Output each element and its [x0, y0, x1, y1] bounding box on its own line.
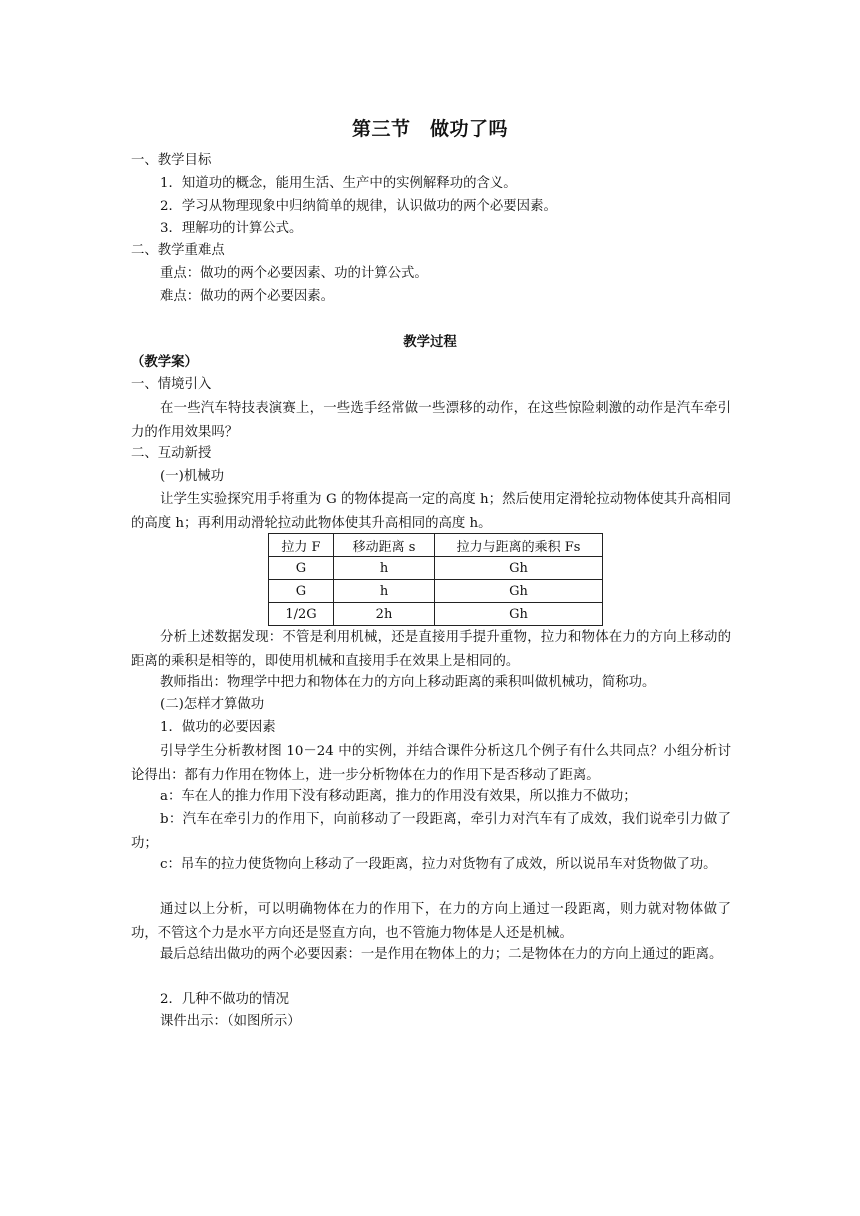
- objectives-heading: 一、教学目标: [131, 153, 212, 168]
- table-cell: 2h: [334, 603, 435, 626]
- table-cell: Gh: [435, 580, 603, 603]
- objective-item: 2．学习从物理现象中归纳简单的规律，认识做功的两个必要因素。: [160, 199, 557, 214]
- process-heading: 教学过程: [403, 335, 457, 350]
- table-cell: 1/2G: [269, 603, 334, 626]
- key-point-focus: 重点：做功的两个必要因素、功的计算公式。: [160, 266, 428, 281]
- key-point-difficulty: 难点：做功的两个必要因素。: [160, 289, 335, 304]
- conclusion-paragraph-1: 通过以上分析，可以明确物体在力的作用下，在力的方向上通过一段距离，则力就对物体做了功，不管这个力是水平方向还是竖直方向，也不管施力物体是人还是机械。: [131, 902, 731, 941]
- sub1-heading: 1．做功的必要因素: [160, 720, 276, 735]
- table-row: [269, 580, 603, 603]
- new-teaching-heading: 二、互动新授: [131, 446, 212, 461]
- part1-paragraph: 让学生实验探究用手将重为 G 的物体提高一定的高度 h；然后使用定滑轮拉动物体使其升高相同的高度 h；再利用动滑轮拉动此物体使其升高相同的高度 h。: [131, 492, 731, 531]
- table-cell: G: [269, 557, 334, 580]
- case-a: a：车在人的推力作用下没有移动距离，推力的作用没有效果，所以推力不做功；: [160, 789, 637, 804]
- conclusion-paragraph-2: 最后总结出做功的两个必要因素：一是作用在物体上的力；二是物体在力的方向上通过的距离。: [160, 947, 723, 962]
- analysis-paragraph: 分析上述数据发现：不管是利用机械，还是直接用手提升重物，拉力和物体在力的方向上移动的距离的乘积是相等的，即使用机械和直接用手在效果上是相同的。: [131, 630, 731, 669]
- page-title: 第三节 做功了吗: [351, 118, 508, 140]
- intro-paragraph: 在一些汽车特技表演赛上，一些选手经常做一些漂移的动作，在这些惊险刺激的动作是汽车牵引力的作用效果吗？: [131, 401, 731, 440]
- objective-item: 3．理解功的计算公式。: [160, 221, 303, 236]
- part1-heading: (一)机械功: [160, 469, 225, 484]
- table-cell: Gh: [435, 557, 603, 580]
- table-header-row: [269, 534, 603, 557]
- case-c: c：吊车的拉力使货物向上移动了一段距离，拉力对货物有了成效，所以说吊车对货物做了功。: [160, 857, 717, 872]
- teacher-note: 教师指出：物理学中把力和物体在力的方向上移动距离的乘积叫做机械功，简称功。: [160, 675, 656, 690]
- part2-heading: (二)怎样才算做功: [160, 697, 265, 712]
- courseware-note: 课件出示：（如图所示）: [160, 1014, 301, 1029]
- guide-paragraph: 引导学生分析教材图 10－24 中的实例，并结合课件分析这几个例子有什么共同点？小组分析讨论得出：都有力作用在物体上，进一步分析物体在力的作用下是否移动了距离。: [131, 744, 731, 783]
- table-header-cell: 拉力 F: [269, 534, 334, 557]
- table-header-cell: 拉力与距离的乘积 Fs: [435, 534, 603, 557]
- data-table: [268, 533, 603, 626]
- table-row: [269, 603, 603, 626]
- table-cell: h: [334, 580, 435, 603]
- table-header-cell: 移动距离 s: [334, 534, 435, 557]
- key-points-heading: 二、教学重难点: [131, 243, 225, 258]
- table-cell: G: [269, 580, 334, 603]
- sub2-heading: 2．几种不做功的情况: [160, 992, 290, 1007]
- plan-label: （教学案）: [131, 355, 198, 370]
- case-b: b：汽车在牵引力的作用下，向前移动了一段距离，牵引力对汽车有了成效，我们说牵引力做了功；: [131, 812, 731, 851]
- intro-heading: 一、情境引入: [131, 377, 212, 392]
- objective-item: 1．知道功的概念，能用生活、生产中的实例解释功的含义。: [160, 176, 517, 191]
- table-cell: h: [334, 557, 435, 580]
- table-cell: Gh: [435, 603, 603, 626]
- table-row: [269, 557, 603, 580]
